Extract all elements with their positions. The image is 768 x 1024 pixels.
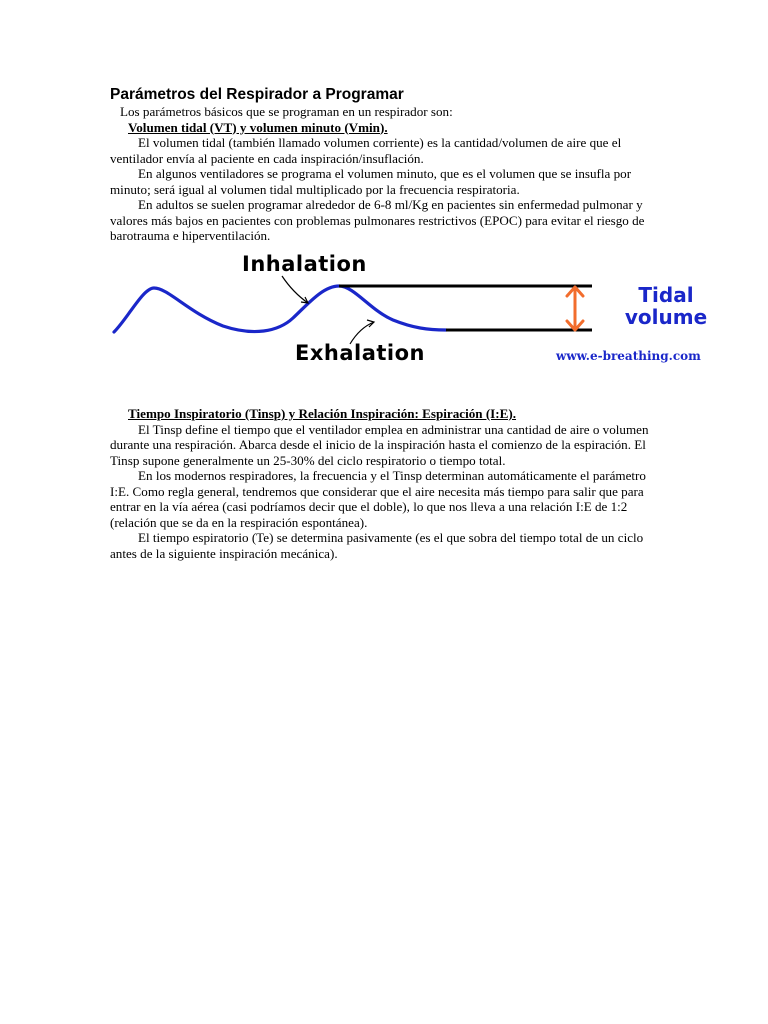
paragraph: En adultos se suelen programar alrededor de 6-8 ml/Kg en pacientes sin enfermedad pulmonar y valores más bajos en pacientes con problemas pulmonares restrictivos (EPOC) para evitar el riesgo de barotrauma e hiperventilación.: [110, 197, 645, 243]
tidal-volume-figure: [108, 250, 728, 370]
section-heading-volume: Volumen tidal (VT) y volumen minuto (Vmin).: [128, 119, 388, 135]
tidal-volume-label: [601, 284, 731, 328]
paragraph: El Tinsp define el tiempo que el ventilador emplea en administrar una cantidad de aire o volumen durante una respiración. Abarca desde el inicio de la inspiración hasta el comienzo de la espiración. El Tinsp supone generalmente un 25-30% del ciclo respiratorio o tiempo total.: [110, 421, 649, 468]
page-title: Parámetros del Respirador a Programar: [110, 86, 404, 103]
inhalation-label: Inhalation: [242, 252, 367, 276]
section-tinsp: [110, 406, 660, 561]
paragraph: En los modernos respiradores, la frecuencia y el Tinsp determinan automáticamente el parámetro I:E. Como regla general, tendremos que considerar que el aire necesita más tiempo para salir que para entrar en la vía aérea (casi podríamos decir que el doble), lo que nos lleva a una relación I:E de 1:2 (relación que se da en la respiración espontánea).: [110, 468, 646, 530]
intro-text: Los parámetros básicos que se programan en un respirador son:: [120, 104, 453, 119]
tidal-label-line2: volume: [624, 305, 708, 329]
tidal-arrow: [567, 287, 583, 330]
website-watermark: www.e-breathing.com: [556, 349, 701, 363]
waveform-line: [114, 286, 446, 332]
document-body: [110, 86, 660, 244]
paragraph: El tiempo espiratorio (Te) se determina pasivamente (es el que sobra del tiempo total de un ciclo antes de la siguiente inspiración mecánica).: [110, 530, 644, 561]
paragraph: En algunos ventiladores se programa el volumen minuto, que es el volumen que se insufla por minuto; será igual al volumen tidal multiplicado por la frecuencia respiratoria.: [110, 166, 632, 197]
exhalation-label: Exhalation: [295, 341, 425, 365]
section-heading-tinsp: Tiempo Inspiratorio (Tinsp) y Relación Inspiración: Espiración (I:E).: [128, 406, 517, 421]
paragraph: El volumen tidal (también llamado volumen corriente) es la cantidad/volumen de aire que el ventilador envía al paciente en cada inspiración/insuflación.: [110, 135, 622, 166]
tidal-label-line1: Tidal: [638, 283, 694, 307]
inhalation-pointer: [282, 276, 308, 303]
